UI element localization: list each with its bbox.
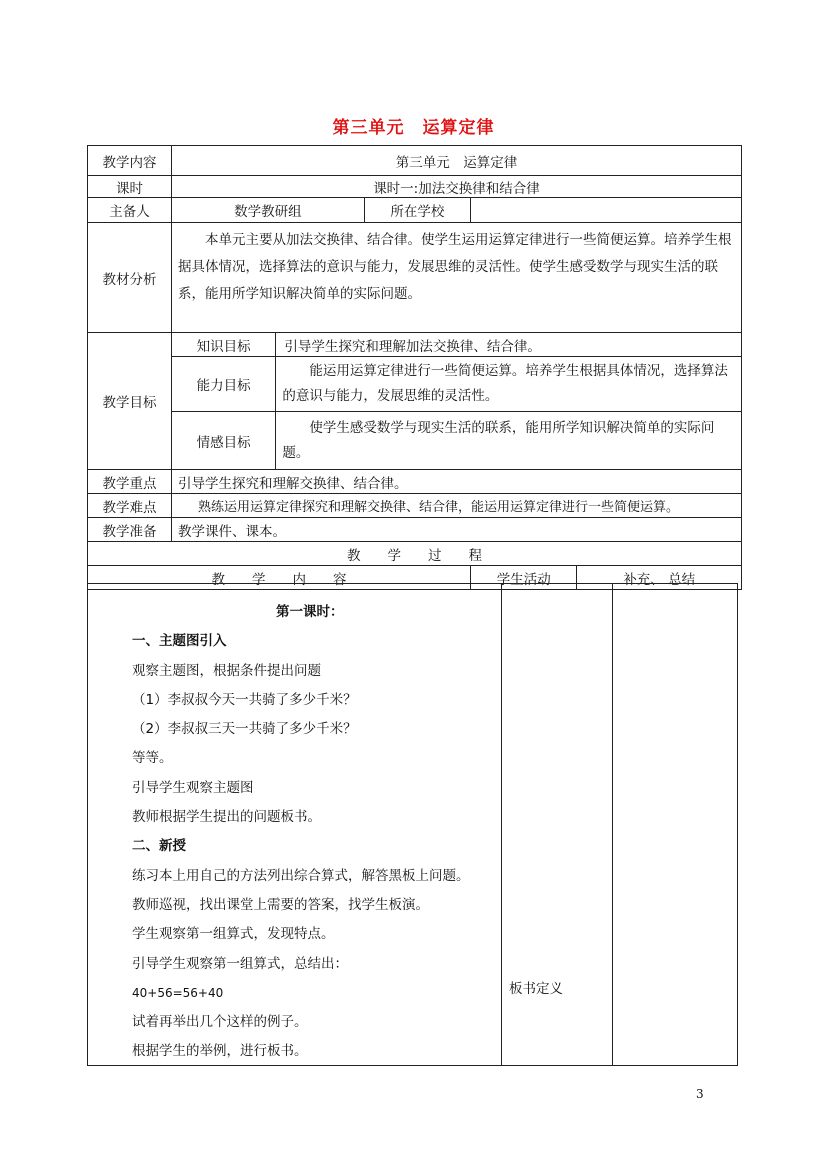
lesson-line: 教师根据学生提出的问题板书。 bbox=[132, 809, 321, 826]
lesson-lines bbox=[132, 598, 470, 1067]
knowledge-label: 知识目标 bbox=[171, 333, 275, 357]
process-header: 教 学 过 程 bbox=[88, 542, 742, 566]
content-label: 教学内容 bbox=[88, 146, 172, 176]
student-activity-column bbox=[501, 584, 613, 1065]
col-activity-header: 学生活动 bbox=[471, 566, 577, 590]
lesson-line: 根据学生的举例，进行板书。 bbox=[132, 1043, 308, 1060]
knowledge-text: 引导学生探究和理解加法交换律、结合律。 bbox=[276, 333, 742, 357]
goals-label: 教学目标 bbox=[88, 333, 172, 470]
ability-text: 能运用运算定律进行一些简便运算。培养学生根据具体情况，选择算法的意识与能力，发展思维的灵活性。 bbox=[282, 363, 728, 404]
prep-label: 教学准备 bbox=[88, 518, 172, 542]
lesson-line: 二、新授 bbox=[132, 838, 186, 855]
difficulty-label: 教学难点 bbox=[88, 494, 172, 518]
emotion-label: 情感目标 bbox=[171, 412, 275, 470]
lesson-line: 引导学生观察主题图 bbox=[132, 779, 254, 796]
preparer-label: 主备人 bbox=[88, 198, 172, 223]
page-number: 3 bbox=[696, 1087, 704, 1101]
page-title: 第三单元 运算定律 bbox=[332, 118, 495, 138]
lesson-line: 引导学生观察第一组算式，总结出： bbox=[132, 955, 348, 972]
content-value: 第三单元 运算定律 bbox=[171, 146, 741, 176]
preparer-value: 数学教研组 bbox=[171, 198, 364, 223]
ability-label: 能力目标 bbox=[171, 357, 275, 412]
analysis-label: 教材分析 bbox=[88, 223, 172, 333]
lesson-line: 第一课时： bbox=[276, 604, 344, 620]
lesson-line: 观察主题图，根据条件提出问题 bbox=[132, 662, 321, 679]
lesson-line: 学生观察第一组算式，发现特点。 bbox=[132, 926, 335, 943]
key-text: 引导学生探究和理解交换律、结合律。 bbox=[171, 470, 741, 494]
prep-text: 教学课件、课本。 bbox=[171, 518, 741, 542]
col-notes-header: 补充、 总结 bbox=[577, 566, 742, 590]
difficulty-text: 熟练运用运算定律探究和理解交换律、结合律，能运用运算定律进行一些简便运算。 bbox=[171, 494, 741, 518]
lesson-line: （2）李叔叔三天一共骑了多少千米？ bbox=[132, 721, 357, 738]
lesson-content-column bbox=[88, 584, 502, 1065]
school-value bbox=[471, 198, 742, 223]
lesson-plan-table bbox=[87, 145, 742, 590]
school-label: 所在学校 bbox=[364, 198, 470, 223]
lesson-line: （1）李叔叔今天一共骑了多少千米？ bbox=[132, 691, 357, 708]
activity-note: 板书定义 bbox=[509, 981, 563, 997]
lesson-line: 试着再举出几个这样的例子。 bbox=[132, 1014, 308, 1031]
period-value: 课时一:加法交换律和结合律 bbox=[171, 176, 741, 198]
lesson-line: 教师巡视，找出课堂上需要的答案，找学生板演。 bbox=[132, 896, 429, 913]
lesson-line: 一、主题图引入 bbox=[132, 633, 227, 650]
period-label: 课时 bbox=[88, 176, 172, 198]
lesson-line: 练习本上用自己的方法列出综合算式，解答黑板上问题。 bbox=[132, 867, 470, 884]
col-content-header: 教 学 内 容 bbox=[88, 566, 471, 590]
emotion-text: 使学生感受数学与现实生活的联系，能用所学知识解决简单的实际问题。 bbox=[282, 419, 715, 461]
analysis-text: 本单元主要从加法交换律、结合律。使学生运用运算定律进行一些简便运算。培养学生根据具体情况，选择算法的意识与能力，发展思维的灵活性。使学生感受数学与现实生活的联系，能用所学知识解决简单的实际问题。 bbox=[177, 232, 732, 302]
lesson-body bbox=[87, 583, 738, 1066]
lesson-line: 40+56=56+40 bbox=[132, 985, 224, 1000]
key-label: 教学重点 bbox=[88, 470, 172, 494]
lesson-line: 等等。 bbox=[132, 750, 173, 767]
